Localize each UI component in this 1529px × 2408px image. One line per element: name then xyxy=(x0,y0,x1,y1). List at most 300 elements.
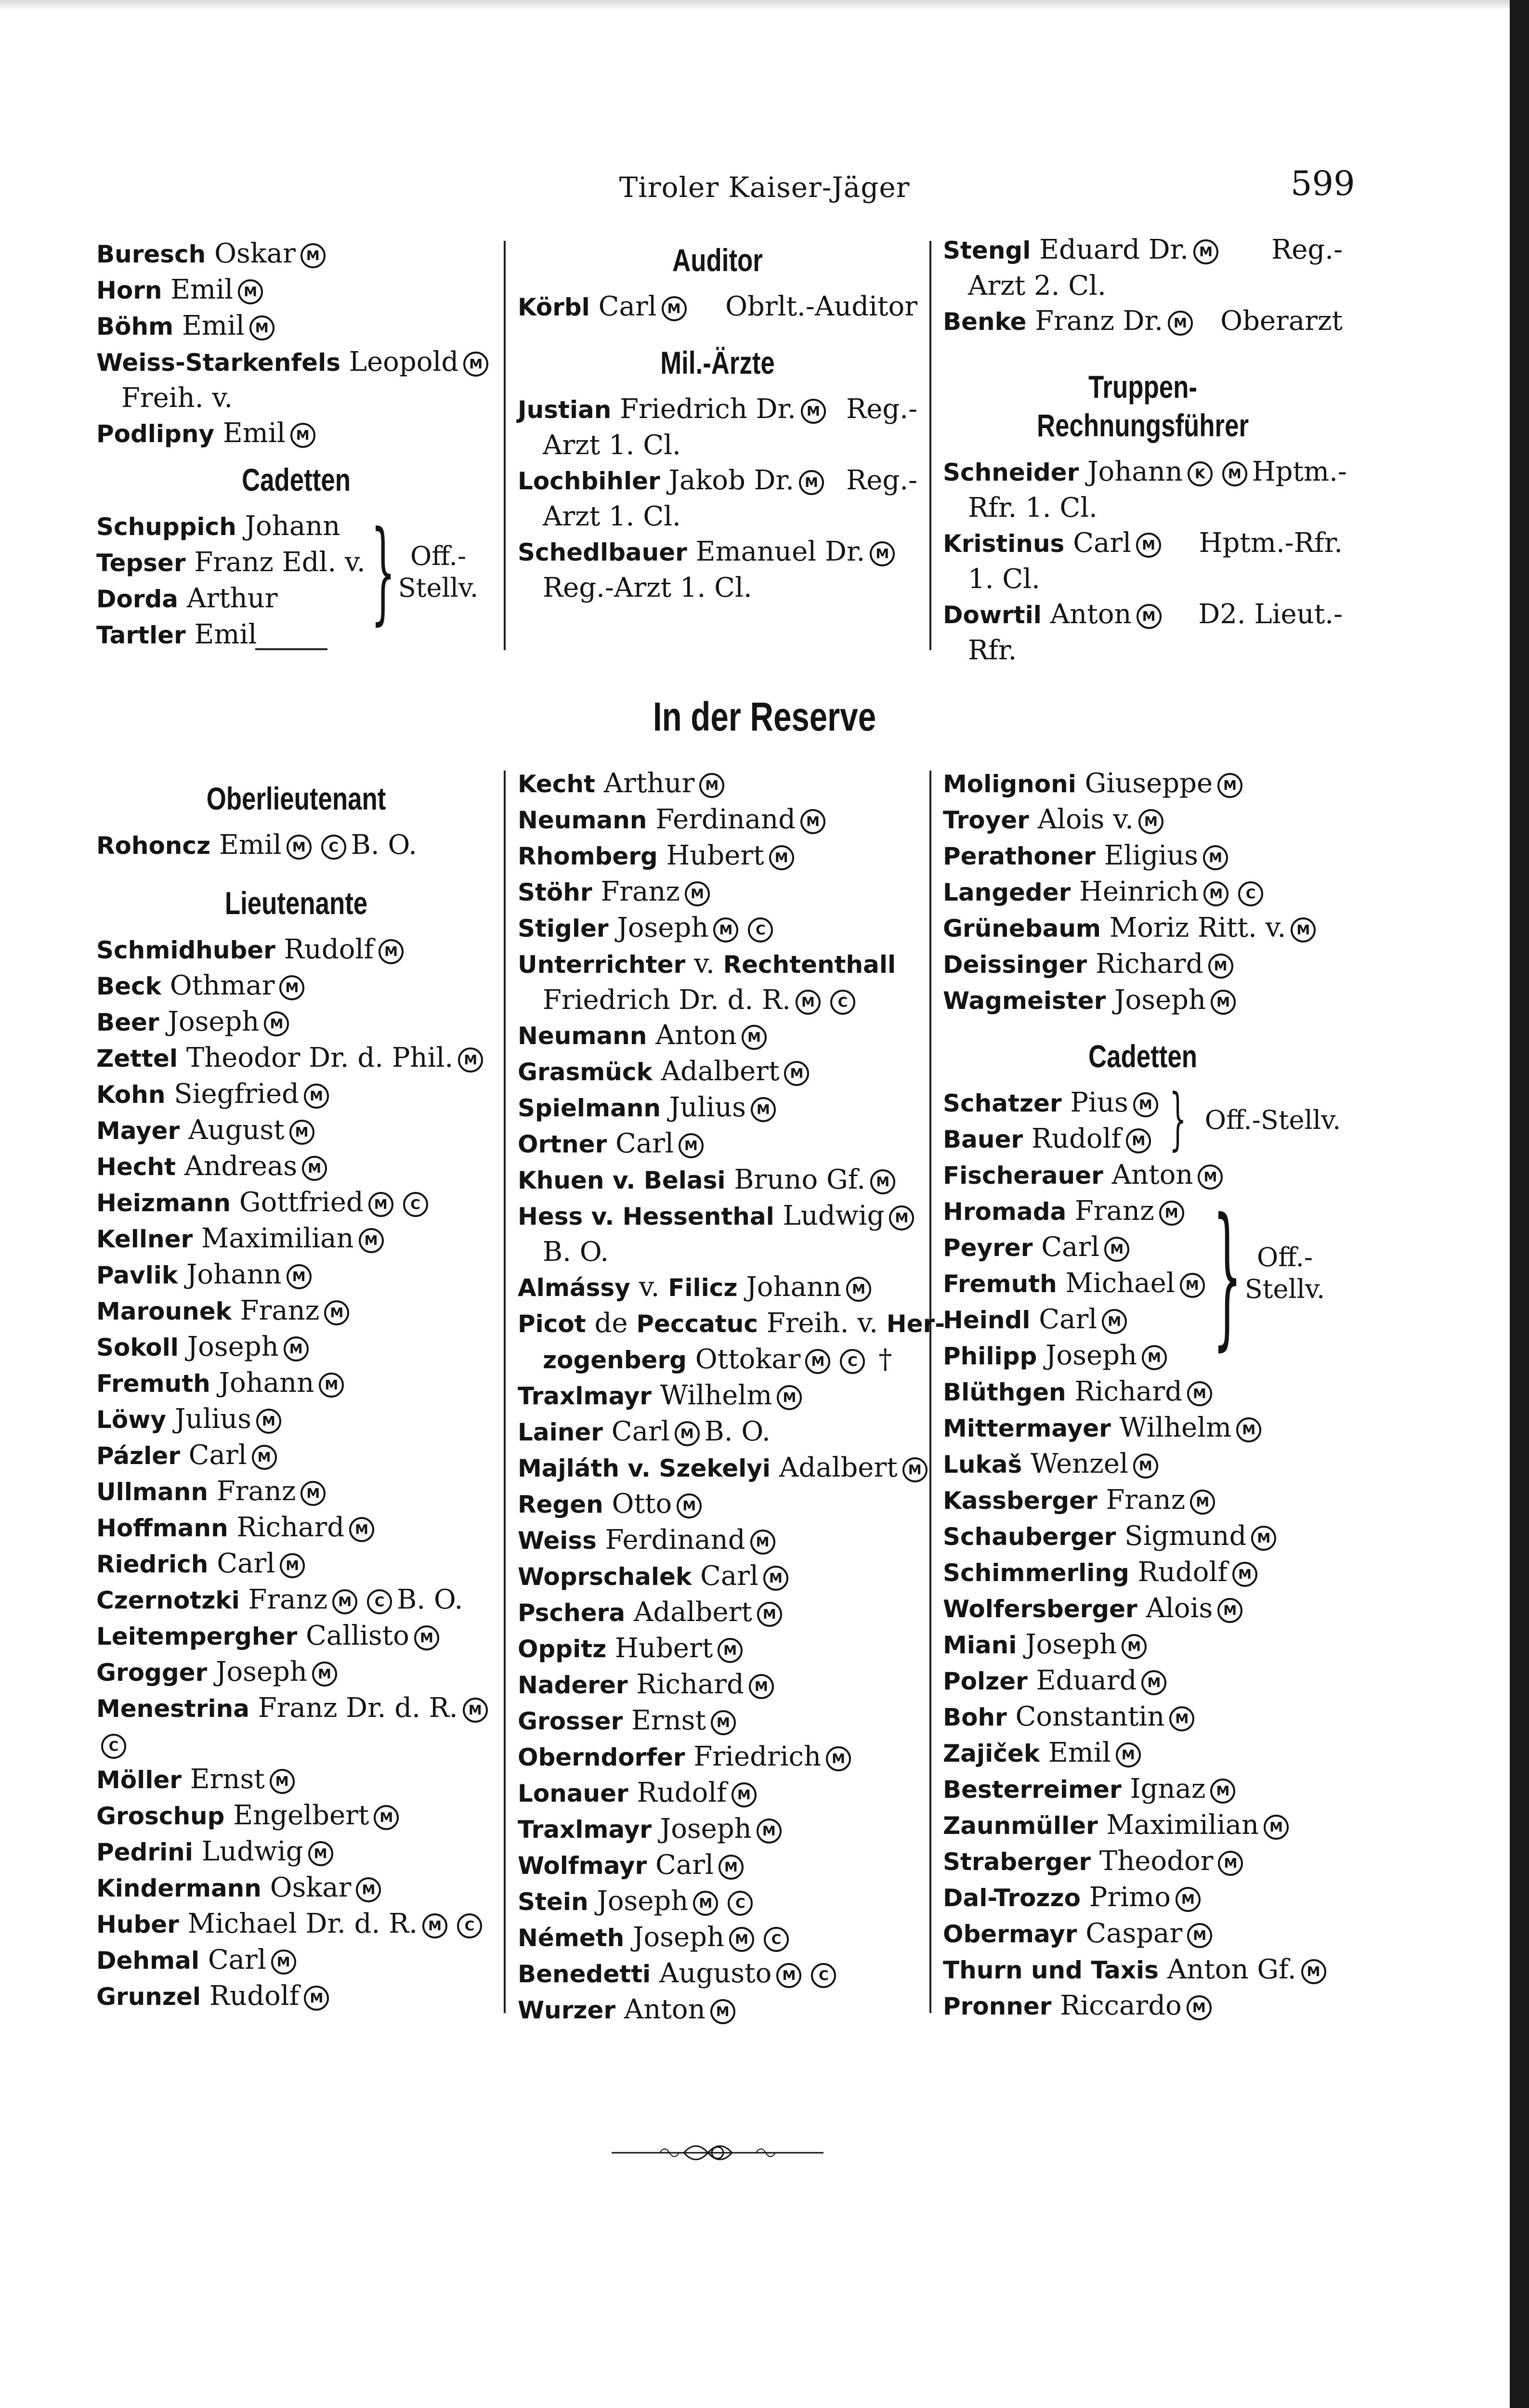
medal-m-icon: M xyxy=(662,296,687,321)
surname: Wolfersberger xyxy=(943,1595,1137,1623)
medal-m-icon: M xyxy=(1102,1309,1127,1334)
surname: Weiss xyxy=(518,1527,597,1555)
entry xyxy=(943,982,1343,1019)
entry xyxy=(518,1198,917,1269)
entry-line xyxy=(518,1198,917,1234)
entry-main xyxy=(96,274,268,305)
entry-line xyxy=(96,236,496,272)
entry xyxy=(943,597,1343,668)
given-name: Emil xyxy=(182,310,245,341)
medal-m-icon: M xyxy=(374,1805,399,1830)
entry-main xyxy=(518,1380,807,1411)
entry xyxy=(518,838,917,874)
surname: Pavlik xyxy=(96,1261,178,1289)
surname: Schimmerling xyxy=(943,1559,1129,1587)
entry-main xyxy=(518,1488,706,1519)
entry-line xyxy=(518,874,917,910)
entry-line xyxy=(943,1916,1343,1952)
entry xyxy=(518,463,917,534)
entry-main xyxy=(943,1954,1331,1985)
entry xyxy=(96,1654,496,1690)
entry-main xyxy=(96,510,340,542)
entry-main xyxy=(96,1872,386,1903)
entry-line xyxy=(943,303,1343,340)
entry-line xyxy=(943,1338,1343,1374)
section-heading-cadetten: Cadetten xyxy=(242,462,351,497)
entry-line xyxy=(518,1414,917,1450)
entry-main xyxy=(943,840,1233,871)
surname: Möller xyxy=(96,1766,182,1794)
title-rank: Hptm.- xyxy=(1252,456,1347,487)
medal-m-icon: M xyxy=(757,1819,782,1844)
column-3-reserve xyxy=(943,766,1343,2024)
entry xyxy=(518,1450,922,1486)
entry-main xyxy=(518,1416,705,1447)
surname: Horn xyxy=(96,276,162,304)
entry xyxy=(96,1076,496,1112)
entry-line xyxy=(518,392,917,428)
medal-m-icon: M xyxy=(846,1277,871,1302)
entry-main xyxy=(943,1231,1134,1263)
surname: Deissinger xyxy=(943,951,1087,979)
surname: Wagmeister xyxy=(943,987,1106,1015)
given-name: Wilhelm xyxy=(1119,1412,1232,1443)
entry-main xyxy=(96,1187,433,1218)
medal-c-icon: C xyxy=(811,1963,836,1988)
entry-line xyxy=(943,1555,1343,1591)
entry-main xyxy=(96,1114,319,1146)
surname: Pschera xyxy=(518,1599,626,1627)
given-name: Joseph xyxy=(187,1331,279,1362)
given-name: Joseph xyxy=(617,912,709,943)
entry-main xyxy=(96,1042,488,1073)
entry xyxy=(96,932,496,968)
medal-m-icon: M xyxy=(301,1481,326,1506)
title-rank: Oberarzt xyxy=(1220,305,1343,337)
entry-line xyxy=(943,1844,1343,1880)
medal-m-icon: M xyxy=(1193,239,1218,264)
given-name-second: Johann xyxy=(746,1271,842,1303)
surname: Langeder xyxy=(943,878,1071,906)
entry-main xyxy=(518,1056,814,1087)
entry xyxy=(518,1631,917,1667)
given-name: v. xyxy=(693,948,715,980)
medal-m-icon: M xyxy=(777,1385,802,1410)
given-name: Primo xyxy=(1089,1882,1171,1913)
column-rule-top-right xyxy=(929,241,931,650)
surname: Lainer xyxy=(518,1418,603,1446)
entry xyxy=(96,1149,496,1185)
given-name: Julius xyxy=(669,1092,746,1123)
entry-line xyxy=(96,1474,496,1510)
given-name: Oskar xyxy=(214,238,296,269)
medal-m-icon: M xyxy=(324,1300,349,1325)
entry-line xyxy=(96,509,496,545)
medal-m-icon: M xyxy=(763,1566,788,1591)
surname: Dorda xyxy=(96,585,179,613)
given-name: Emil xyxy=(222,418,286,449)
title-rank: Hptm.-Rfr. xyxy=(1199,527,1343,559)
given-name: Emil xyxy=(170,274,234,305)
surname: Thurn und Taxis xyxy=(943,1956,1159,1984)
medal-m-icon: M xyxy=(1190,1490,1215,1515)
entry-line xyxy=(518,1558,917,1595)
entry-main xyxy=(943,303,1198,340)
entry xyxy=(943,874,1343,910)
given-name: Rudolf xyxy=(1031,1123,1122,1154)
entry-line xyxy=(96,1438,496,1474)
medal-m-icon: M xyxy=(718,1638,743,1663)
entry-line xyxy=(518,1920,917,1956)
medal-m-icon: M xyxy=(679,1133,704,1158)
given-name: Ernst xyxy=(190,1764,265,1795)
surname: Straberger xyxy=(943,1848,1091,1876)
medal-m-icon: M xyxy=(280,1553,305,1578)
entry-main xyxy=(943,1990,1216,2021)
surname-continued: zogenberg xyxy=(543,1346,687,1374)
medal-m-icon: M xyxy=(379,939,404,964)
entry-line xyxy=(518,1306,945,1342)
section-heading-lieutenante: Lieutenante xyxy=(224,885,368,921)
entry-continuation xyxy=(518,570,917,605)
medal-m-icon: M xyxy=(729,1927,754,1952)
entry-main xyxy=(96,1584,397,1615)
entry xyxy=(943,1338,1343,1374)
surname: Traxlmayr xyxy=(518,1816,652,1844)
entry-main xyxy=(518,1813,786,1845)
surname: Oberndorfer xyxy=(518,1743,685,1771)
surname: Polzer xyxy=(943,1667,1028,1695)
entry xyxy=(96,416,496,452)
entry xyxy=(96,1510,496,1546)
entry-line xyxy=(518,534,917,570)
medal-m-icon: M xyxy=(750,1530,775,1555)
surname: Fischerauer xyxy=(943,1162,1103,1190)
surname-second: Filicz xyxy=(668,1274,738,1302)
given-name: Carl xyxy=(615,1128,674,1159)
entry-main xyxy=(518,876,715,907)
surname: Stigler xyxy=(518,915,609,942)
entry-line xyxy=(943,1988,1343,2024)
entry-line xyxy=(96,416,496,452)
surname: Blüthgen xyxy=(943,1378,1066,1406)
medal-m-icon: M xyxy=(1159,1201,1184,1226)
entry xyxy=(96,1365,496,1401)
entry-main xyxy=(518,1958,841,1989)
entry xyxy=(518,1414,917,1450)
entry-line xyxy=(943,838,1343,874)
surname: Rhomberg xyxy=(518,842,658,870)
given-name: Ludwig xyxy=(201,1836,303,1867)
surname: Kassberger xyxy=(943,1487,1098,1515)
entry-line xyxy=(96,1546,496,1582)
medal-m-icon: M xyxy=(249,315,274,340)
entry-line xyxy=(518,1884,917,1920)
entry-main xyxy=(518,1922,794,1953)
entry-line xyxy=(96,1582,496,1618)
surname: Regen xyxy=(518,1491,603,1518)
given-name: Rudolf xyxy=(1137,1557,1228,1588)
medal-m-icon: M xyxy=(308,1841,333,1866)
continued-text: Ottokar xyxy=(695,1344,801,1375)
given-name: Joseph xyxy=(1114,984,1206,1016)
entry xyxy=(943,454,1347,525)
entry-line xyxy=(518,1090,917,1126)
title-rank: Reg.- xyxy=(846,393,917,425)
entry-continuation xyxy=(943,490,1343,525)
entry-main xyxy=(943,1412,1266,1443)
entry-line xyxy=(96,344,496,380)
given-name: Andreas xyxy=(184,1151,298,1182)
entry xyxy=(943,1880,1343,1916)
entry-main xyxy=(96,1331,314,1362)
entry-main xyxy=(943,1737,1146,1768)
entry-main xyxy=(518,946,896,982)
entry-line xyxy=(96,1762,496,1798)
entry xyxy=(943,1482,1343,1518)
surname: Bauer xyxy=(943,1125,1023,1153)
entry-line xyxy=(943,1807,1343,1844)
entry-main xyxy=(943,1448,1163,1479)
entry-main xyxy=(943,1123,1156,1154)
entry-main xyxy=(943,1809,1294,1841)
entry-line xyxy=(943,1410,1343,1446)
medal-m-icon: M xyxy=(826,1746,851,1771)
given-name: Maximilian xyxy=(1106,1809,1259,1841)
entry xyxy=(943,1193,1343,1230)
column-rule-bottom-left xyxy=(504,771,506,2013)
given-name: Richard xyxy=(1074,1376,1182,1407)
entry xyxy=(518,910,917,946)
scan-edge-top xyxy=(0,0,1529,11)
entry-continuation xyxy=(518,1234,917,1269)
entry-line xyxy=(96,308,496,344)
entry-main xyxy=(96,1620,444,1651)
surname: Woprschalek xyxy=(518,1563,692,1591)
brace-label: Off.-Stellv. xyxy=(1204,1105,1341,1135)
entry-line xyxy=(518,1595,917,1631)
surname: Perathoner xyxy=(943,842,1096,870)
given-name: Carl xyxy=(1073,527,1132,559)
surname: Neumann xyxy=(518,1022,647,1050)
given-name: Franz Dr. xyxy=(1035,305,1163,337)
brace-label xyxy=(395,540,482,604)
given-name: Joseph xyxy=(168,1006,260,1037)
entry-line xyxy=(943,1880,1343,1916)
medal-m-icon: M xyxy=(742,1025,767,1050)
given-name: Anton xyxy=(1111,1159,1193,1191)
surname: Grosser xyxy=(518,1707,623,1735)
surname: Ortner xyxy=(518,1130,607,1158)
entry xyxy=(518,1126,917,1162)
entry-main xyxy=(96,829,351,861)
entry xyxy=(943,1807,1343,1844)
given-name: Alois v. xyxy=(1037,804,1134,835)
surname: Grasmück xyxy=(518,1058,653,1086)
entry-main xyxy=(943,768,1247,799)
surname: Almássy xyxy=(518,1274,630,1302)
medal-m-icon: M xyxy=(1137,604,1162,629)
medal-c-icon: C xyxy=(840,1349,865,1374)
entry xyxy=(518,802,917,838)
entry-main xyxy=(96,1367,349,1399)
entry xyxy=(943,1844,1343,1880)
medal-m-icon: M xyxy=(769,845,794,870)
entry xyxy=(943,1771,1343,1807)
entry-main xyxy=(943,1845,1248,1877)
entry xyxy=(943,766,1343,802)
surname: Fremuth xyxy=(96,1370,210,1398)
given-name: Anton xyxy=(655,1020,737,1051)
entry-main xyxy=(96,1692,493,1724)
entry-main xyxy=(518,1092,781,1123)
entry xyxy=(96,1040,496,1076)
surname: Marounek xyxy=(96,1297,232,1325)
entry-line xyxy=(96,1076,496,1112)
entry xyxy=(518,1739,917,1775)
entry-main xyxy=(943,1484,1220,1516)
given-name: Franz xyxy=(1075,1195,1154,1227)
given-name: Joseph xyxy=(660,1813,752,1845)
medal-m-icon: M xyxy=(870,1169,895,1194)
entry-line xyxy=(518,463,917,499)
entry-continuation xyxy=(518,428,917,463)
title-rank: Reg.- xyxy=(1271,234,1343,265)
entry-line xyxy=(518,1450,922,1486)
surname: Sokoll xyxy=(96,1334,179,1361)
medal-m-icon: M xyxy=(757,1602,782,1627)
entry-line xyxy=(518,1269,917,1306)
medal-m-icon: M xyxy=(1211,990,1236,1015)
entry-line xyxy=(943,1157,1343,1193)
medal-m-icon: M xyxy=(1217,1598,1242,1623)
entry-main xyxy=(943,1918,1217,1949)
entry-line xyxy=(96,1004,496,1040)
medal-c-icon: C xyxy=(1238,881,1263,906)
entry xyxy=(943,1374,1343,1410)
surname: Buresch xyxy=(96,240,206,268)
entry-main xyxy=(518,534,900,570)
surname: Huber xyxy=(96,1911,179,1938)
entry xyxy=(518,1162,917,1198)
surname: Kohn xyxy=(96,1081,166,1109)
entry xyxy=(518,1595,917,1631)
medal-m-icon: M xyxy=(287,1264,312,1289)
scan-edge-right xyxy=(1510,0,1529,2408)
entry-line xyxy=(518,1811,917,1847)
given-name: Emil xyxy=(194,619,257,650)
given-name: Joseph xyxy=(597,1885,689,1917)
entry-line xyxy=(96,1870,496,1906)
entry-continuation xyxy=(943,268,1343,303)
entry-main xyxy=(943,804,1168,835)
entry xyxy=(943,1988,1343,2024)
entry-line xyxy=(943,874,1343,910)
given-name: Johann xyxy=(1087,456,1183,487)
cadetten-group xyxy=(96,509,496,653)
surname: Molignoni xyxy=(943,770,1076,798)
entry xyxy=(96,1618,496,1654)
surname: Stein xyxy=(518,1888,588,1916)
entry-main xyxy=(96,418,320,449)
entry-main xyxy=(518,1777,761,1808)
surname: Riedrich xyxy=(96,1550,209,1578)
medal-m-icon: M xyxy=(304,1084,329,1109)
entry-main xyxy=(96,934,408,965)
entry-main xyxy=(96,238,330,269)
entry xyxy=(96,1906,496,1942)
medal-m-icon: M xyxy=(312,1662,337,1687)
given-name-second: Freih. v. xyxy=(766,1308,878,1339)
entry xyxy=(96,617,496,653)
surname: Obermayr xyxy=(943,1920,1077,1948)
medal-m-icon: M xyxy=(749,1674,774,1699)
medal-m-icon: M xyxy=(1176,1887,1201,1912)
medal-c-icon: C xyxy=(748,917,773,942)
entry-line xyxy=(518,1378,917,1414)
column-2-top xyxy=(518,232,917,605)
entry-line xyxy=(96,1401,496,1438)
surname: Weiss-Starkenfels xyxy=(96,349,340,377)
continued-text: Arzt 1. Cl. xyxy=(543,430,681,461)
given-name: Heinrich xyxy=(1079,876,1199,907)
entry xyxy=(518,1992,917,2028)
surname: Grogger xyxy=(96,1659,208,1687)
cadetten-group-2 xyxy=(943,1186,1343,1374)
medal-m-icon: M xyxy=(301,243,326,268)
given-name: Ignaz xyxy=(1130,1773,1206,1805)
entry-main xyxy=(518,1200,919,1231)
entry xyxy=(96,1474,496,1510)
given-name: Richard xyxy=(1095,948,1203,980)
surname: Hromada xyxy=(943,1198,1067,1226)
entry-line xyxy=(96,1798,496,1834)
entry-line xyxy=(96,1040,496,1076)
given-name: Sigmund xyxy=(1124,1520,1247,1552)
section-heading-oberlieutenant: Oberlieutenant xyxy=(206,781,386,816)
entry-main xyxy=(96,1656,342,1688)
entry xyxy=(518,1018,917,1054)
entry xyxy=(96,308,496,344)
entry-line xyxy=(943,982,1343,1019)
surname: Pázler xyxy=(96,1442,180,1470)
surname: Grunzel xyxy=(96,1983,201,2011)
given-name: v. xyxy=(639,1271,660,1303)
entry-line xyxy=(943,525,1343,562)
surname: Heindl xyxy=(943,1306,1031,1334)
continued-text: Freih. v. xyxy=(121,382,233,414)
medal-m-icon: M xyxy=(271,1950,296,1975)
entry-line xyxy=(943,1663,1343,1699)
given-name: Bruno Gf. xyxy=(734,1164,866,1195)
given-name: Jakob Dr. xyxy=(668,465,794,496)
surname-second: Rechtenthall xyxy=(723,951,896,979)
surname: Pedrini xyxy=(96,1838,193,1866)
entry-line xyxy=(943,910,1343,946)
given-name: Gottfried xyxy=(239,1187,364,1218)
entry xyxy=(96,1870,496,1906)
continued-text: Rfr. xyxy=(968,635,1017,666)
medal-m-icon: M xyxy=(238,279,263,304)
medal-m-icon: M xyxy=(710,1999,735,2024)
entry xyxy=(96,1978,496,2015)
continued-text: Arzt 1. Cl. xyxy=(543,501,681,532)
entry-main xyxy=(518,1633,747,1664)
entry xyxy=(518,1847,917,1884)
surname: Hoffmann xyxy=(96,1514,228,1542)
entry-main xyxy=(943,876,1268,907)
entry-line xyxy=(96,827,496,864)
